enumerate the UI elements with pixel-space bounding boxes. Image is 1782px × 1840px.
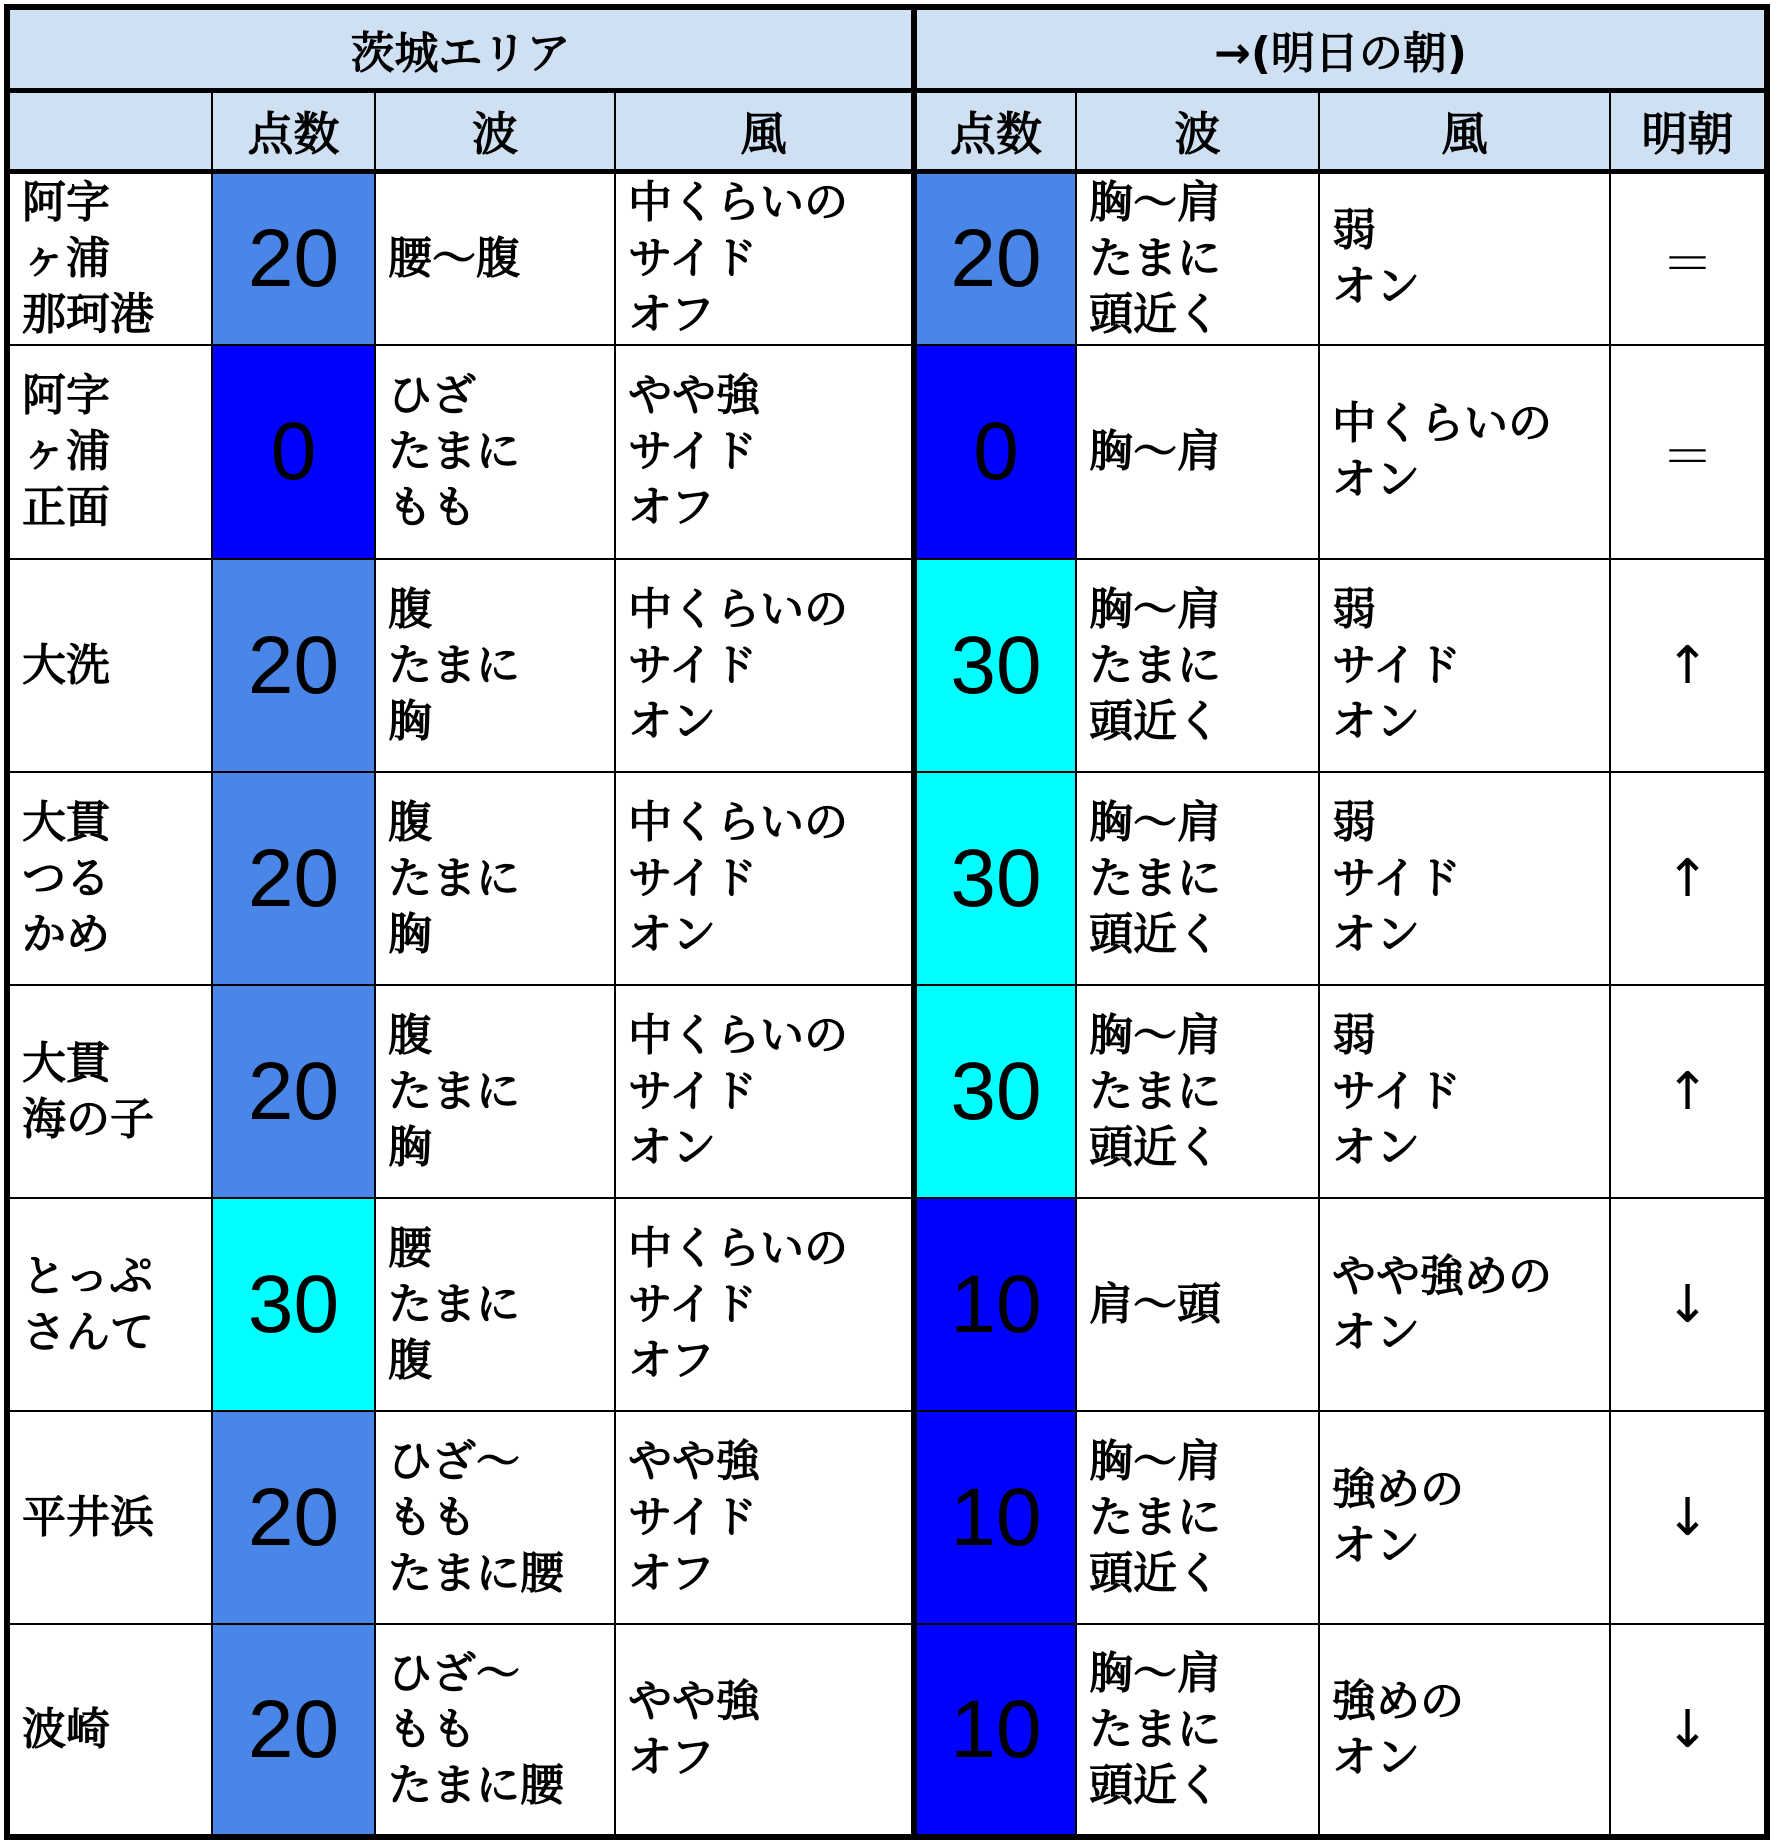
wave-header: 波 — [375, 91, 615, 172]
wave-cell: 腹 たまに 胸 — [375, 772, 615, 985]
tomorrow-wind-cell: 弱 サイド オン — [1319, 559, 1610, 772]
wave-cell: ひざ〜 もも たまに腰 — [375, 1411, 615, 1624]
score-cell: 20 — [212, 985, 375, 1198]
tomorrow-wind-cell: 弱 サイド オン — [1319, 985, 1610, 1198]
location-cell: 阿字 ヶ浦 正面 — [7, 345, 212, 559]
tomorrow-wind-cell: 強めの オン — [1319, 1411, 1610, 1624]
table-row — [7, 1411, 1767, 1624]
trend-cell: ↑ — [1610, 559, 1767, 772]
tomorrow-score-header: 点数 — [914, 91, 1076, 172]
location-cell: 大洗 — [7, 559, 212, 772]
wave-cell: 腰〜腹 — [375, 172, 615, 346]
wind-cell: 中くらいの サイド オフ — [615, 1198, 914, 1411]
tomorrow-score-cell: 10 — [914, 1198, 1076, 1411]
wind-cell: やや強 オフ — [615, 1624, 914, 1837]
tomorrow-wind-cell: 弱 オン — [1319, 172, 1610, 346]
wave-cell: ひざ たまに もも — [375, 345, 615, 559]
tomorrow-wave-cell: 胸〜肩 たまに 頭近く — [1076, 985, 1319, 1198]
table-row — [7, 772, 1767, 985]
wind-cell: やや強 サイド オフ — [615, 345, 914, 559]
score-cell: 20 — [212, 1624, 375, 1837]
wind-header: 風 — [615, 91, 914, 172]
trend-cell: ＝ — [1610, 172, 1767, 346]
location-cell: 大貫 海の子 — [7, 985, 212, 1198]
wave-cell: 腹 たまに 胸 — [375, 985, 615, 1198]
tomorrow-wave-header: 波 — [1076, 91, 1319, 172]
wave-cell: 腰 たまに 腹 — [375, 1198, 615, 1411]
score-cell: 20 — [212, 772, 375, 985]
tomorrow-score-cell: 30 — [914, 772, 1076, 985]
location-cell: 大貫 つる かめ — [7, 772, 212, 985]
location-cell: 平井浜 — [7, 1411, 212, 1624]
tomorrow-score-cell: 0 — [914, 345, 1076, 559]
wind-cell: やや強 サイド オフ — [615, 1411, 914, 1624]
tomorrow-score-cell: 30 — [914, 985, 1076, 1198]
score-cell: 20 — [212, 172, 375, 346]
trend-cell: ↓ — [1610, 1411, 1767, 1624]
tomorrow-wave-cell: 胸〜肩 たまに 頭近く — [1076, 772, 1319, 985]
table-row — [7, 559, 1767, 772]
location-cell: 阿字 ヶ浦 那珂港 — [7, 172, 212, 346]
score-cell: 0 — [212, 345, 375, 559]
tomorrow-score-cell: 10 — [914, 1624, 1076, 1837]
tomorrow-score-cell: 10 — [914, 1411, 1076, 1624]
trend-cell: ＝ — [1610, 345, 1767, 559]
tomorrow-wave-cell: 胸〜肩 たまに 頭近く — [1076, 1624, 1319, 1837]
wind-cell: 中くらいの サイド オフ — [615, 172, 914, 346]
wind-cell: 中くらいの サイド オン — [615, 772, 914, 985]
table-row — [7, 1624, 1767, 1837]
wave-cell: 腹 たまに 胸 — [375, 559, 615, 772]
wind-cell: 中くらいの サイド オン — [615, 559, 914, 772]
score-header: 点数 — [212, 91, 375, 172]
trend-cell: ↑ — [1610, 985, 1767, 1198]
tomorrow-score-cell: 20 — [914, 172, 1076, 346]
trend-cell: ↑ — [1610, 772, 1767, 985]
trend-cell: ↓ — [1610, 1198, 1767, 1411]
tomorrow-wind-header: 風 — [1319, 91, 1610, 172]
location-cell: 波崎 — [7, 1624, 212, 1837]
area-title: 茨城エリア — [7, 7, 914, 91]
tomorrow-wave-cell: 胸〜肩 たまに 頭近く — [1076, 559, 1319, 772]
trend-cell: ↓ — [1610, 1624, 1767, 1837]
wave-cell: ひざ〜 もも たまに腰 — [375, 1624, 615, 1837]
tomorrow-title: →(明日の朝) — [914, 7, 1767, 91]
tomorrow-wave-cell: 胸〜肩 たまに 頭近く — [1076, 172, 1319, 346]
score-cell: 20 — [212, 1411, 375, 1624]
tomorrow-wind-cell: 弱 サイド オン — [1319, 772, 1610, 985]
tomorrow-wind-cell: やや強めの オン — [1319, 1198, 1610, 1411]
wind-cell: 中くらいの サイド オン — [615, 985, 914, 1198]
tomorrow-wind-cell: 中くらいの オン — [1319, 345, 1610, 559]
tomorrow-wave-cell: 肩〜頭 — [1076, 1198, 1319, 1411]
surf-forecast-table — [4, 4, 1770, 1840]
location-cell: とっぷ さんて — [7, 1198, 212, 1411]
table-row — [7, 172, 1767, 346]
tomorrow-wave-cell: 胸〜肩 たまに 頭近く — [1076, 1411, 1319, 1624]
trend-header: 明朝 — [1610, 91, 1767, 172]
score-cell: 20 — [212, 559, 375, 772]
tomorrow-score-cell: 30 — [914, 559, 1076, 772]
table-row — [7, 345, 1767, 559]
tomorrow-wave-cell: 胸〜肩 — [1076, 345, 1319, 559]
tomorrow-wind-cell: 強めの オン — [1319, 1624, 1610, 1837]
surf-report — [4, 4, 1770, 1840]
location-header — [7, 91, 212, 172]
table-row — [7, 985, 1767, 1198]
score-cell: 30 — [212, 1198, 375, 1411]
table-row — [7, 1198, 1767, 1411]
